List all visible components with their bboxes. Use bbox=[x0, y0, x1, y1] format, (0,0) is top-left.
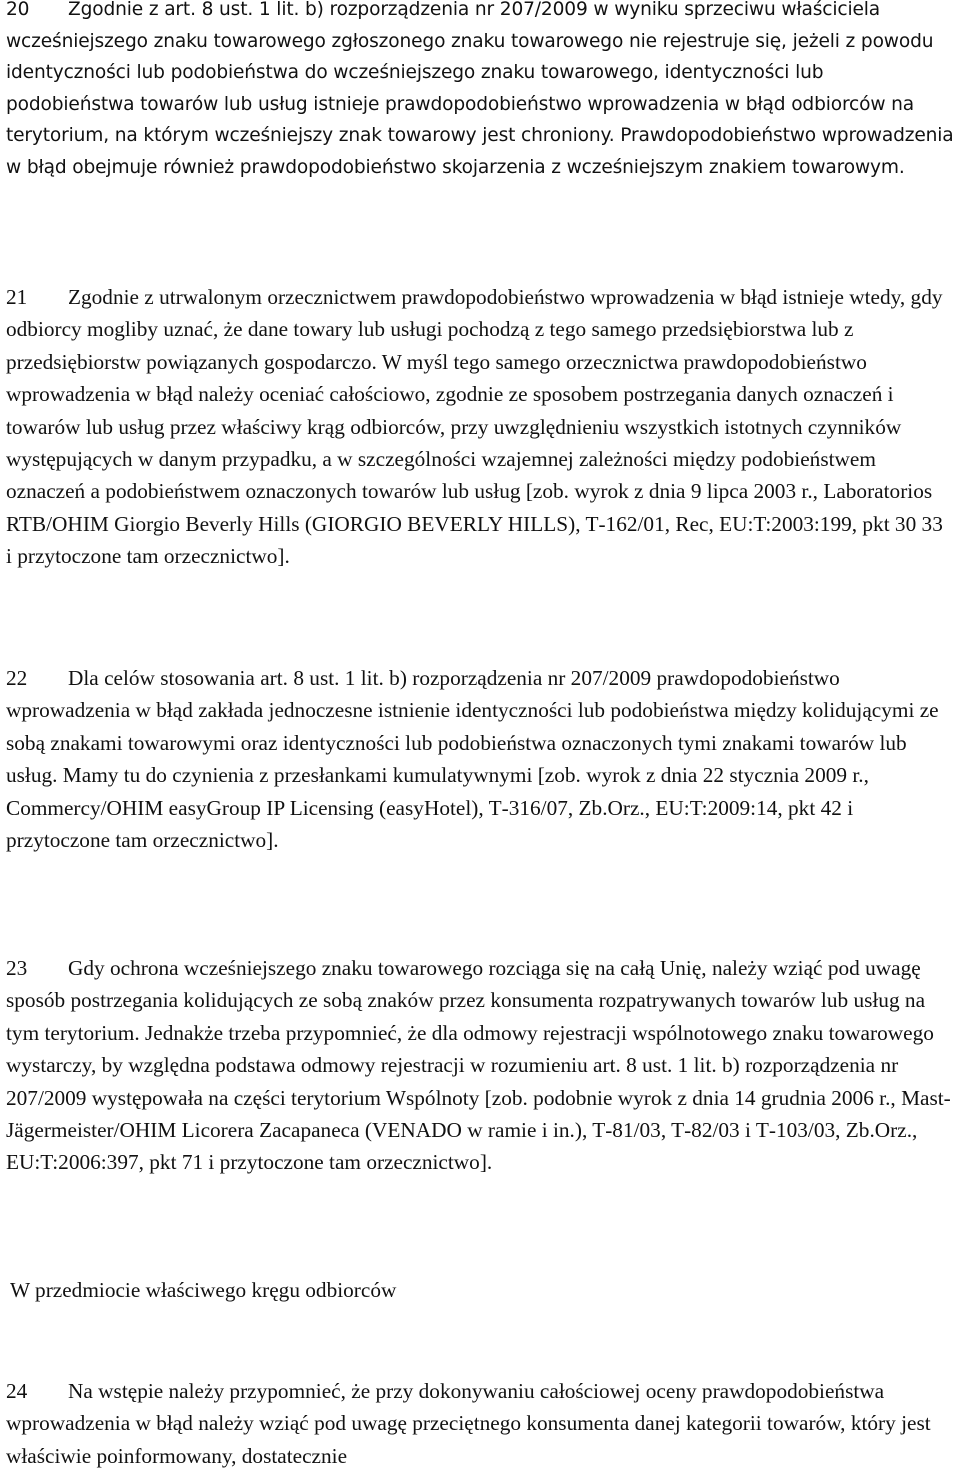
paragraph-text: Dla celów stosowania art. 8 ust. 1 lit. b) rozporządzenia nr 207/2009 prawdopodobieństwo wprowadzenia w błąd zakłada jednoczesne istnienie identyczności lub podobieństwa między kolidującymi ze sobą znakami towarowymi oraz identyczności lub podobieństwa oznaczonych tymi znakami towarów lub usług. Mamy tu do czynienia z przesłankami kumulatywnymi [zob. wyrok z dnia 22 stycznia 2009 r., Commercy/OHIM easyGroup IP Licensing (easyHotel), T‑316/07, Zb.Orz., EU:T:2009:14, pkt 42 i przytoczone tam orzecznictwo]. bbox=[6, 666, 939, 853]
paragraph-text: Zgodnie z art. 8 ust. 1 lit. b) rozporządzenia nr 207/2009 w wyniku sprzeciwu właściciela wcześniejszego znaku towarowego zgłoszonego znaku towarowego nie rejestruje się, jeżeli z powodu identyczności lub podobieństwa do wcześniejszego znaku towarowego, identyczności lub podobieństwa towarów lub usług istnieje prawdopodobieństwo wprowadzenia w błąd odbiorców na terytorium, na którym wcześniejszy znak towarowy jest chroniony. Prawdopodobieństwo wprowadzenia w błąd obejmuje również prawdopodobieństwo skojarzenia z wcześniejszym znakiem towarowym. bbox=[6, 0, 954, 178]
paragraph-number: 21 bbox=[6, 285, 28, 309]
section-heading: W przedmiocie właściwego kręgu odbiorców bbox=[10, 1278, 397, 1302]
paragraph-20 bbox=[6, 0, 954, 183]
paragraph-24 bbox=[6, 1375, 954, 1472]
paragraph-number: 22 bbox=[6, 666, 28, 690]
paragraph-text: Zgodnie z utrwalonym orzecznictwem prawdopodobieństwo wprowadzenia w błąd istnieje wtedy, gdy odbiorcy mogliby uznać, że dane towary lub usługi pochodzą z tego samego przedsiębiorstwa lub z przedsiębiorstw powiązanych gospodarczo. W myśl tego samego orzecznictwa prawdopodobieństwo wprowadzenia w błąd należy oceniać całościowo, zgodnie ze sposobem postrzegania danych oznaczeń i towarów lub usług przez właściwy krąg odbiorców, przy uwzględnieniu wszystkich istotnych czynników występujących w danym przypadku, a w szczególności wzajemnej zależności między podobieństwem oznaczeń a podobieństwem oznaczonych towarów lub usług [zob. wyrok z dnia 9 lipca 2003 r., Laboratorios RTB/OHIM Giorgio Beverly Hills (GIORGIO BEVERLY HILLS), T‑162/01, Rec, EU:T:2003:199, pkt 30 33 i przytoczone tam orzecznictwo]. bbox=[6, 285, 943, 569]
paragraph-22 bbox=[6, 662, 954, 856]
paragraph-text: Gdy ochrona wcześniejszego znaku towarowego rozciąga się na całą Unię, należy wziąć pod uwagę sposób postrzegania kolidujących ze sobą znaków przez konsumenta rozpatrywanych towarów lub usług na tym terytorium. Jednakże trzeba przypomnieć, że dla odmowy rejestracji wspólnotowego znaku towarowego wystarczy, by względna podstawa odmowy rejestracji w rozumieniu art. 8 ust. 1 lit. b) rozporządzenia nr 207/2009 występowała na części terytorium Wspólnoty [zob. podobnie wyrok z dnia 14 grudnia 2006 r., Mast-Jägermeister/OHIM Licorera Zacapaneca (VENADO w ramie i in.), T‑81/03, T‑82/03 i T‑103/03, Zb.Orz., EU:T:2006:397, pkt 71 i przytoczone tam orzecznictwo]. bbox=[6, 956, 951, 1175]
paragraph-number: 20 bbox=[6, 0, 30, 20]
paragraph-23 bbox=[6, 952, 954, 1179]
paragraph-number: 23 bbox=[6, 956, 28, 980]
paragraph-number: 24 bbox=[6, 1379, 28, 1403]
paragraph-text: Na wstępie należy przypomnieć, że przy dokonywaniu całościowej oceny prawdopodobieństwa wprowadzenia w błąd należy wziąć pod uwagę przeciętnego konsumenta danej kategorii towarów, który jest właściwie poinformowany, dostatecznie bbox=[6, 1379, 931, 1468]
paragraph-21 bbox=[6, 281, 954, 573]
